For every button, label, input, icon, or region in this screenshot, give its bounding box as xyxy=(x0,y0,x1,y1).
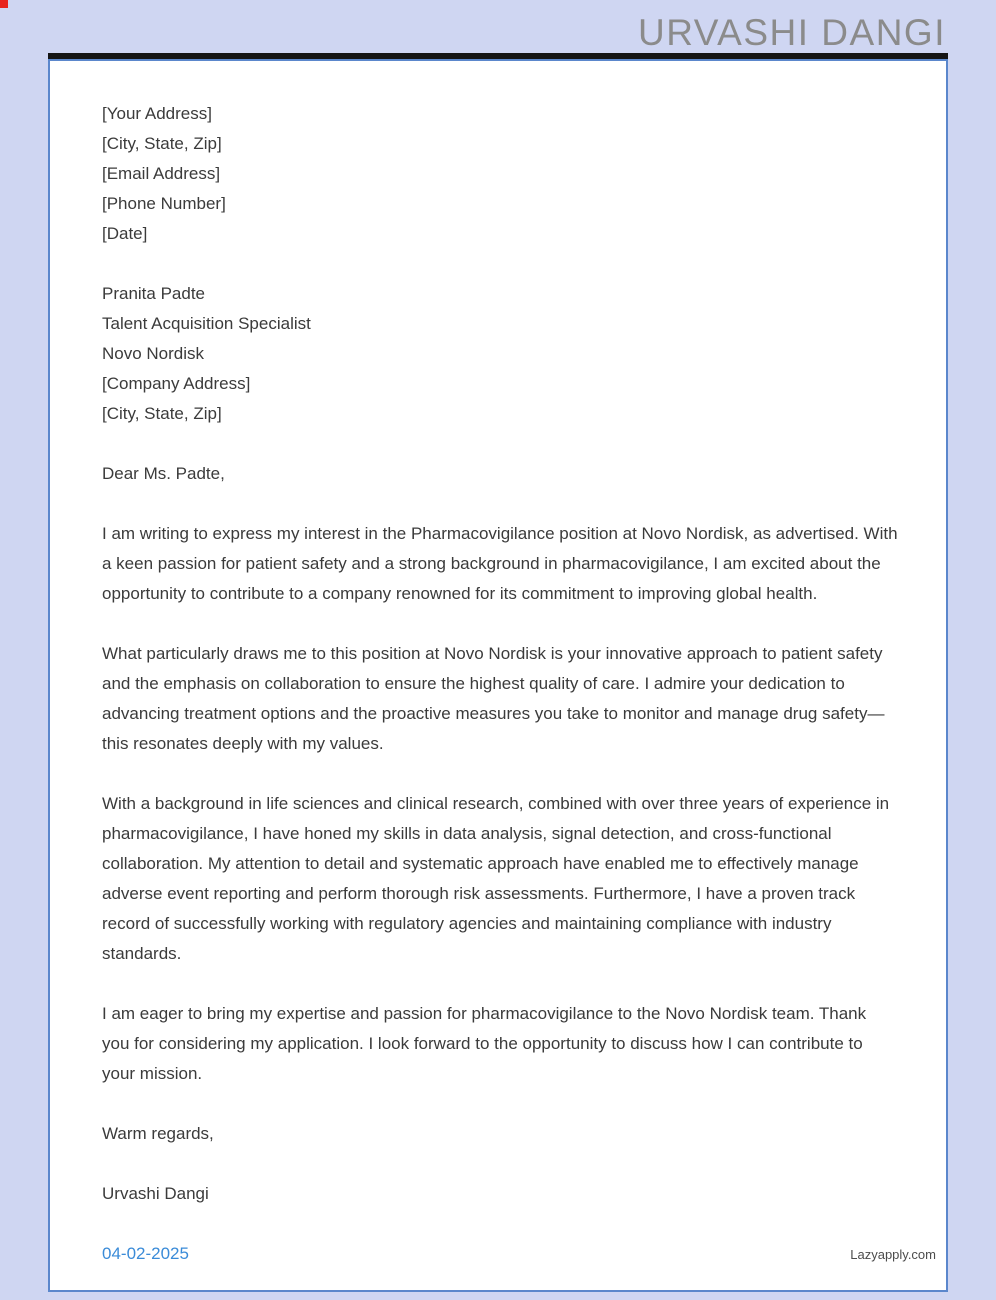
closing: Warm regards, xyxy=(102,1124,214,1143)
recipient-company: Novo Nordisk xyxy=(102,344,205,363)
sender-block xyxy=(102,99,898,249)
sender-date-line: [Date] xyxy=(102,224,148,243)
signature-name: Urvashi Dangi xyxy=(102,1184,209,1203)
paragraph-intro: I am writing to express my interest in the Pharmacovigilance position at Novo Nordisk, as advertised. With a keen passion for patient safety and a strong background in pharmacovigilance, I am excited about the opportunity to contribute to a company renowned for its commitment to improving global health. xyxy=(102,524,898,603)
sender-email-line: [Email Address] xyxy=(102,164,221,183)
paragraph-motivation: What particularly draws me to this position at Novo Nordisk is your innovative approach to patient safety and the emphasis on collaboration to ensure the highest quality of care. I admire your dedication to advancing treatment options and the proactive measures you take to monitor and manage drug safety—this resonates deeply with my values. xyxy=(102,644,885,753)
sender-city-line: [City, State, Zip] xyxy=(102,134,222,153)
sender-address-line: [Your Address] xyxy=(102,104,212,123)
recipient-city-line: [City, State, Zip] xyxy=(102,404,222,423)
letter-date: 04-02-2025 xyxy=(102,1244,189,1263)
letter-page xyxy=(48,59,948,1292)
brand-watermark: Lazyapply.com xyxy=(850,1247,936,1262)
recipient-title: Talent Acquisition Specialist xyxy=(102,314,311,333)
recipient-block xyxy=(102,279,898,429)
salutation: Dear Ms. Padte, xyxy=(102,464,225,483)
recipient-address-line: [Company Address] xyxy=(102,374,251,393)
corner-marker xyxy=(0,0,8,8)
recipient-name: Pranita Padte xyxy=(102,284,206,303)
sender-phone-line: [Phone Number] xyxy=(102,194,226,213)
paragraph-closing: I am eager to bring my expertise and passion for pharmacovigilance to the Novo Nordisk team. Thank you for considering my application. I look forward to the opportunity to discuss how I can contribute to your mission. xyxy=(102,1004,867,1083)
paragraph-experience: With a background in life sciences and clinical research, combined with over three years of experience in pharmacovigilance, I have honed my skills in data analysis, signal detection, and cross-functional collaboration. My attention to detail and systematic approach have enabled me to effectively manage adverse event reporting and perform thorough risk assessments. Furthermore, I have a proven track record of successfully working with regulatory agencies and maintaining compliance with industry standards. xyxy=(102,794,890,963)
page-title: URVASHI DANGI xyxy=(637,12,946,53)
